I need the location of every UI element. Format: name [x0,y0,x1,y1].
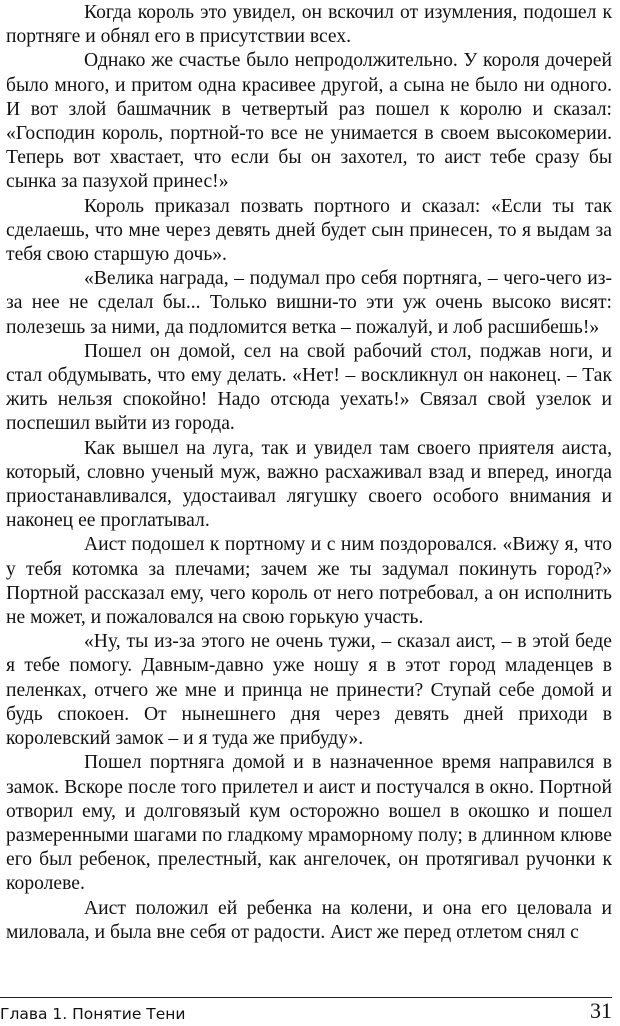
footer-divider [0,997,612,998]
paragraph: Как вышел на луга, так и увидел там своего приятеля аиста, который, словно ученый муж, важно расхаживал взад и вперед, иногда приостанавливался, удостаивал лягушку своего особого внимания и наконец ее проглатывал. [6,437,612,532]
paragraph: «Велика награда, – подумал про себя портняга, – чего-чего из-за нее не сделал бы... Только вишни-то эти уж очень высоко висят: полезешь за ними, да подломится ветка – пожалуй, и лоб расшибешь!» [6,268,612,338]
paragraph: Когда король это увидел, он вскочил от изумления, подошел к портняге и обнял его в присутствии всех. [6,2,612,48]
paragraph: Пошел он домой, сел на свой рабочий стол, поджав ноги, и стал обдумывать, что ему делать. «Нет! – воскликнул он наконец. – Так жить нельзя спокойно! Надо отсюда уехать!» Связал свой узелок и поспешил выйти из города. [6,340,612,435]
paragraph: Однако же счастье было непродолжительно. У короля дочерей было много, и притом одна красивее другой, а сына не было ни одного. И вот злой башмачник в четвертый раз пошел к королю и сказал: «Господин король, портной-то все не унимается в своем высокомерии. Теперь вот хвастает, что если бы он захотел, то аист тебе сразу бы сынка за пазухой принес!» [6,50,612,193]
paragraph: Аист подошел к портному и с ним поздоровался. «Вижу я, что у тебя котомка за плечами; зачем же ты задумал покинуть город?» Портной рассказал ему, чего король от него потребовал, а он исполнить не может, и пожаловался на свою горькую участь. [6,534,612,629]
paragraph: «Ну, ты из-за этого не очень тужи, – сказал аист, – в этой беде я тебе помогу. Давным-давно уже ношу я в этот город младенцев в пеленках, отчего же мне и принца не принести? Ступай себе домой и будь спокоен. От нынешнего дня через девять дней приходи в королевский замок – и я туда же прибуду». [6,631,612,750]
body-text [6,1,612,945]
paragraph: Король приказал позвать портного и сказал: «Если ты так сделаешь, что мне через девять дней будет сын принесен, то я выдам за тебя свою старшую дочь». [6,195,612,266]
paragraph: Аист положил ей ребенка на колени, и она его целовала и миловала, и была вне себя от радости. Аист же перед отлетом снял с [6,897,612,943]
page-number: 31 [590,998,612,1023]
running-footer-chapter: Глава 1. Понятие Тени [0,1005,186,1023]
paragraph: Пошел портняга домой и в назначенное время направился в замок. Вскоре после того прилетел и аист и постучался в окно. Портной отворил ему, и долговязый кум осторожно вошел в окошко и пошел размеренными шагами по гладкому мраморному полу; в длинном клюве его был ребенок, прелестный, как ангелочек, он протягивал ручонки к королеве. [6,752,612,895]
